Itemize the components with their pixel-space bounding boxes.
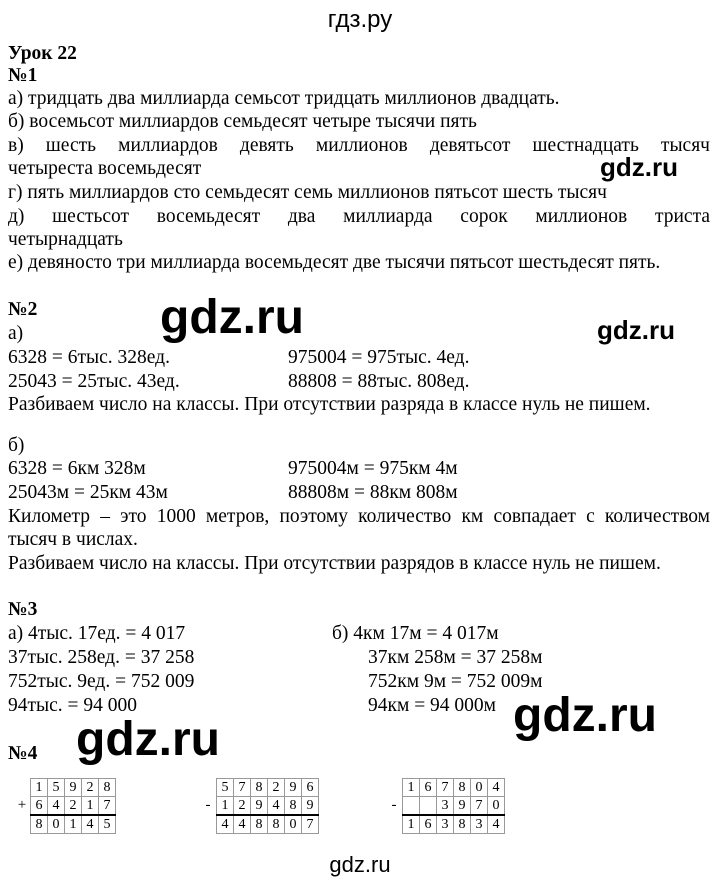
digit-cell: 7 [99,797,116,816]
digit-cell: 7 [302,815,319,834]
calc-sign [14,815,31,834]
digit-cell: 8 [31,815,48,834]
minus-sign: - [391,797,397,814]
task2-b-note-1: Километр – это 1000 метров, поэтому количество км совпадает с количеством [8,506,710,527]
digit-cell: 4 [488,815,505,834]
task1-line-g: г) пять миллиардов сто семьдесят семь миллионов пятьсот шесть тысяч [8,182,607,203]
task2-a-left-1: 6328 = 6тыс. 328ед. [8,347,170,368]
digit-cell: 2 [82,779,99,797]
task1-line-a: а) тридцать два миллиарда семьсот тридцать миллионов двадцать. [8,88,560,109]
task2-a-right-2: 88808 = 88тыс. 808ед. [288,371,470,392]
task3-title: №3 [8,599,38,620]
digit-cell: 4 [48,797,65,816]
calc-sign [386,779,403,797]
task3-left-2: 37тыс. 258ед. = 37 258 [8,647,195,668]
watermark: gdz.ru [160,291,304,344]
watermark: gdz.ru [600,152,678,182]
digit-cell: 9 [302,797,319,816]
task3-right-2: 37км 258м = 37 258м [368,647,543,668]
digit-cell: 0 [285,815,302,834]
column-subtraction [386,778,505,834]
digit-cell: 6 [31,797,48,816]
task3-right-3: 752км 9м = 752 009м [368,671,543,692]
digit-cell: 1 [217,797,234,816]
digit-cell: 6 [302,779,319,797]
digit-cell: 2 [234,797,251,816]
task1-line-e: е) девяносто три миллиарда восемьдесят две тысячи пятьсот шестьдесят пять. [8,252,661,273]
watermark: gdz.ru [513,689,657,742]
task2-a-left-2: 25043 = 25тыс. 43ед. [8,371,180,392]
digit-cell [403,797,420,816]
column-subtraction [200,778,319,834]
task2-title: №2 [8,299,38,320]
digit-cell: 7 [437,779,454,797]
task3-left-4: 94тыс. = 94 000 [8,695,138,716]
lesson-title: Урок 22 [8,43,77,64]
digit-cell: 8 [268,815,285,834]
task3-right-1: б) 4км 17м = 4 017м [332,623,499,644]
digit-cell: 1 [403,779,420,797]
digit-cell: 8 [251,779,268,797]
digit-cell: 5 [48,779,65,797]
digit-cell: 1 [31,779,48,797]
task2-b-right-2: 88808м = 88км 808м [288,482,458,503]
calc-sign [14,779,31,797]
plus-sign: + [17,797,27,814]
task2-b-left-1: 6328 = 6км 328м [8,458,146,479]
task4-title: №4 [8,743,38,764]
digit-cell: 2 [65,797,82,816]
digit-cell: 9 [454,797,471,816]
digit-cell: 4 [234,815,251,834]
digit-cell: 9 [285,779,302,797]
digit-cell: 8 [251,815,268,834]
digit-cell: 0 [471,779,488,797]
calc-sign [200,779,217,797]
task1-line-v-cont: четыреста восемьдесят [8,158,202,179]
watermark: gdz.ru [76,713,220,766]
task1-line-d: д) шестьсот восемьдесят два миллиарда сорок миллионов триста [8,206,710,227]
task2-b-right-1: 975004м = 975км 4м [288,458,458,479]
digit-cell: 6 [420,815,437,834]
digit-cell: 7 [234,779,251,797]
digit-cell: 4 [268,797,285,816]
column-addition [14,778,116,834]
digit-cell: 6 [420,779,437,797]
digit-cell: 3 [471,815,488,834]
minus-sign: - [205,797,211,814]
watermark: gdz.ru [597,315,675,345]
digit-cell: 3 [437,797,454,816]
digit-cell: 0 [488,797,505,816]
digit-cell: 8 [454,779,471,797]
digit-cell: 9 [65,779,82,797]
calc-sign [386,815,403,834]
task3-left-1: а) 4тыс. 17ед. = 4 017 [8,623,186,644]
task2-part-a-label: а) [8,323,24,344]
calc-sign [200,815,217,834]
digit-cell: 4 [488,779,505,797]
digit-cell [420,797,437,816]
task2-part-b-label: б) [8,435,25,456]
digit-cell: 0 [48,815,65,834]
task2-a-note: Разбиваем число на классы. При отсутствии разряда в классе нуль не пишем. [8,394,651,415]
site-footer: gdz.ru [329,852,391,877]
task2-b-note-1-cont: тысяч в числах. [8,529,138,550]
digit-cell: 5 [217,779,234,797]
digit-cell: 1 [403,815,420,834]
digit-cell: 8 [99,779,116,797]
task3-right-4: 94км = 94 000м [368,695,497,716]
task1-line-v: в) шесть миллиардов девять миллионов девятьсот шестнадцать тысяч [8,135,710,156]
task3-left-3: 752тыс. 9ед. = 752 009 [8,671,195,692]
digit-cell: 3 [437,815,454,834]
digit-cell: 8 [285,797,302,816]
digit-cell: 4 [82,815,99,834]
task2-b-left-2: 25043м = 25км 43м [8,482,168,503]
digit-cell: 8 [454,815,471,834]
digit-cell: 1 [65,815,82,834]
digit-cell: 9 [251,797,268,816]
digit-cell: 4 [217,815,234,834]
digit-cell: 1 [82,797,99,816]
task1-title: №1 [8,65,38,86]
task2-a-right-1: 975004 = 975тыс. 4ед. [288,347,470,368]
digit-cell: 7 [471,797,488,816]
task2-b-note-2: Разбиваем число на классы. При отсутствии разрядов в классе нуль не пишем. [8,553,661,574]
task1-line-b: б) восемьсот миллиардов семьдесят четыре тысячи пять [8,111,477,132]
task1-line-d-cont: четырнадцать [8,229,123,250]
digit-cell: 2 [268,779,285,797]
digit-cell: 5 [99,815,116,834]
site-header: гдз.ру [327,6,393,33]
